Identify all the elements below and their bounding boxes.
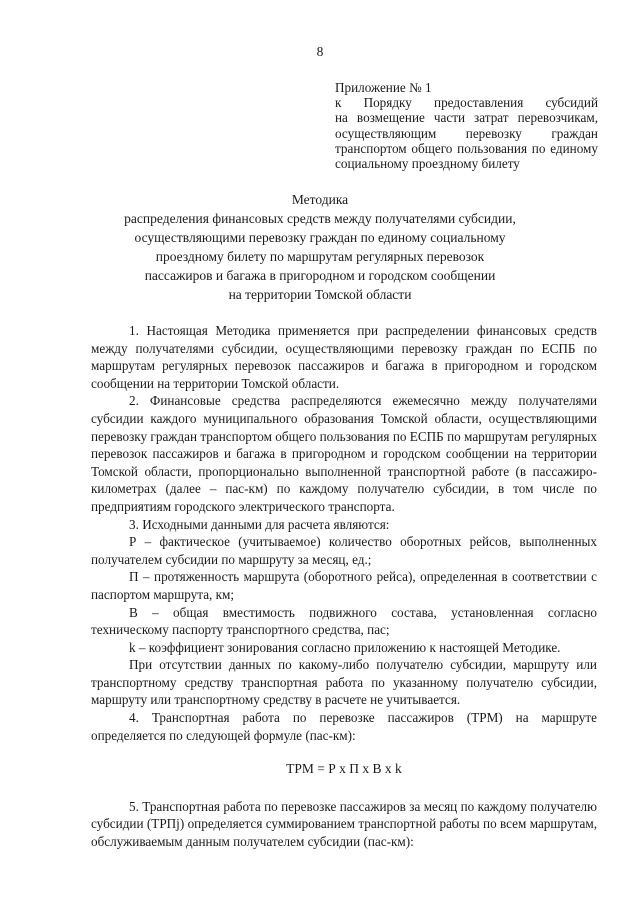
title-line: на территории Томской области (228, 287, 412, 302)
paragraph-3: 3. Исходными данными для расчета являются: (129, 516, 390, 532)
appendix-title: Приложение № 1 (335, 80, 432, 95)
paragraph-1: 1. Настоящая Методика применяется при распределении финансовых средств между получателями субсидии, осуществляющими перевозку граждан по ЕСПБ по маршрутам регулярных перевозок пассажиров и багажа в пригородном и городском сообщении на территории Томской области. (91, 323, 597, 391)
definition-k: k – коэффициент зонирования согласно приложению к настоящей Методике. (129, 639, 561, 655)
title-line: проездному билету по маршрутам регулярных перевозок (155, 249, 485, 264)
appendix-line: социальному проездному билету (335, 156, 520, 172)
definition-r: Р – фактическое (учитываемое) количество оборотных рейсов, выполненных получателем субсидии по маршруту за месяц, ед.; (91, 534, 597, 567)
title-line: осуществляющими перевозку граждан по единому социальному (134, 230, 506, 245)
title-line: пассажиров и багажа в пригородном и городском сообщении (144, 268, 496, 283)
document-title (95, 190, 545, 304)
definition-p: П – протяженность маршрута (оборотного рейса), определенная в соответствии с паспортом маршрута, км; (91, 569, 597, 602)
paragraph-4: 4. Транспортная работа по перевозке пассажиров (ТРМ) на маршруте определяется по следующей формуле (пас-км): (91, 710, 597, 743)
paragraph-missing-data: При отсутствии данных по какому-либо получателю субсидии, маршруту или транспортному средству транспортная работа по указанному получателю субсидии, маршруту или транспортному средству в расчете не учитывается. (91, 657, 597, 708)
appendix-header (335, 80, 598, 171)
paragraph-2: 2. Финансовые средства распределяются ежемесячно между получателями субсидии каждого муниципального образования Томской области, осуществляющими перевозку граждан транспортом общего пользования по ЕСПБ по маршрутам регулярных перевозок пассажиров и багажа в пригородном и городском сообщении на территории Томской области, пропорционально выполненной транспортной работе (в пассажиро-километрах (далее – пас-км) по каждому получателю субсидии, в том числе по предприятиям городского электрического транспорта. (91, 393, 597, 514)
document-body (91, 322, 597, 851)
appendix-line: на возмещение части затрат перевозчикам, (335, 110, 598, 126)
definition-v: В – общая вместимость подвижного состава, установленная согласно техническому паспорту транспортного средства, пас; (91, 604, 597, 638)
page-number: 8 (316, 44, 324, 59)
formula-trm: ТРМ = Р х П х В х k (286, 761, 402, 777)
appendix-line: осуществляющим перевозку граждан (335, 125, 598, 141)
appendix-line: транспортом общего пользования по единому (335, 140, 598, 156)
title-line: распределения финансовых средств между получателями субсидии, (124, 211, 516, 226)
title-heading: Методика (291, 192, 349, 207)
appendix-line: к Порядку предоставления субсидий (335, 95, 598, 111)
paragraph-5: 5. Транспортная работа по перевозке пассажиров за месяц по каждому получателю субсидии (ТРПj) определяется суммированием транспортной работы по всем маршрутам, обслуживаемым данным получателем субсидии (пас-км): (91, 798, 597, 850)
